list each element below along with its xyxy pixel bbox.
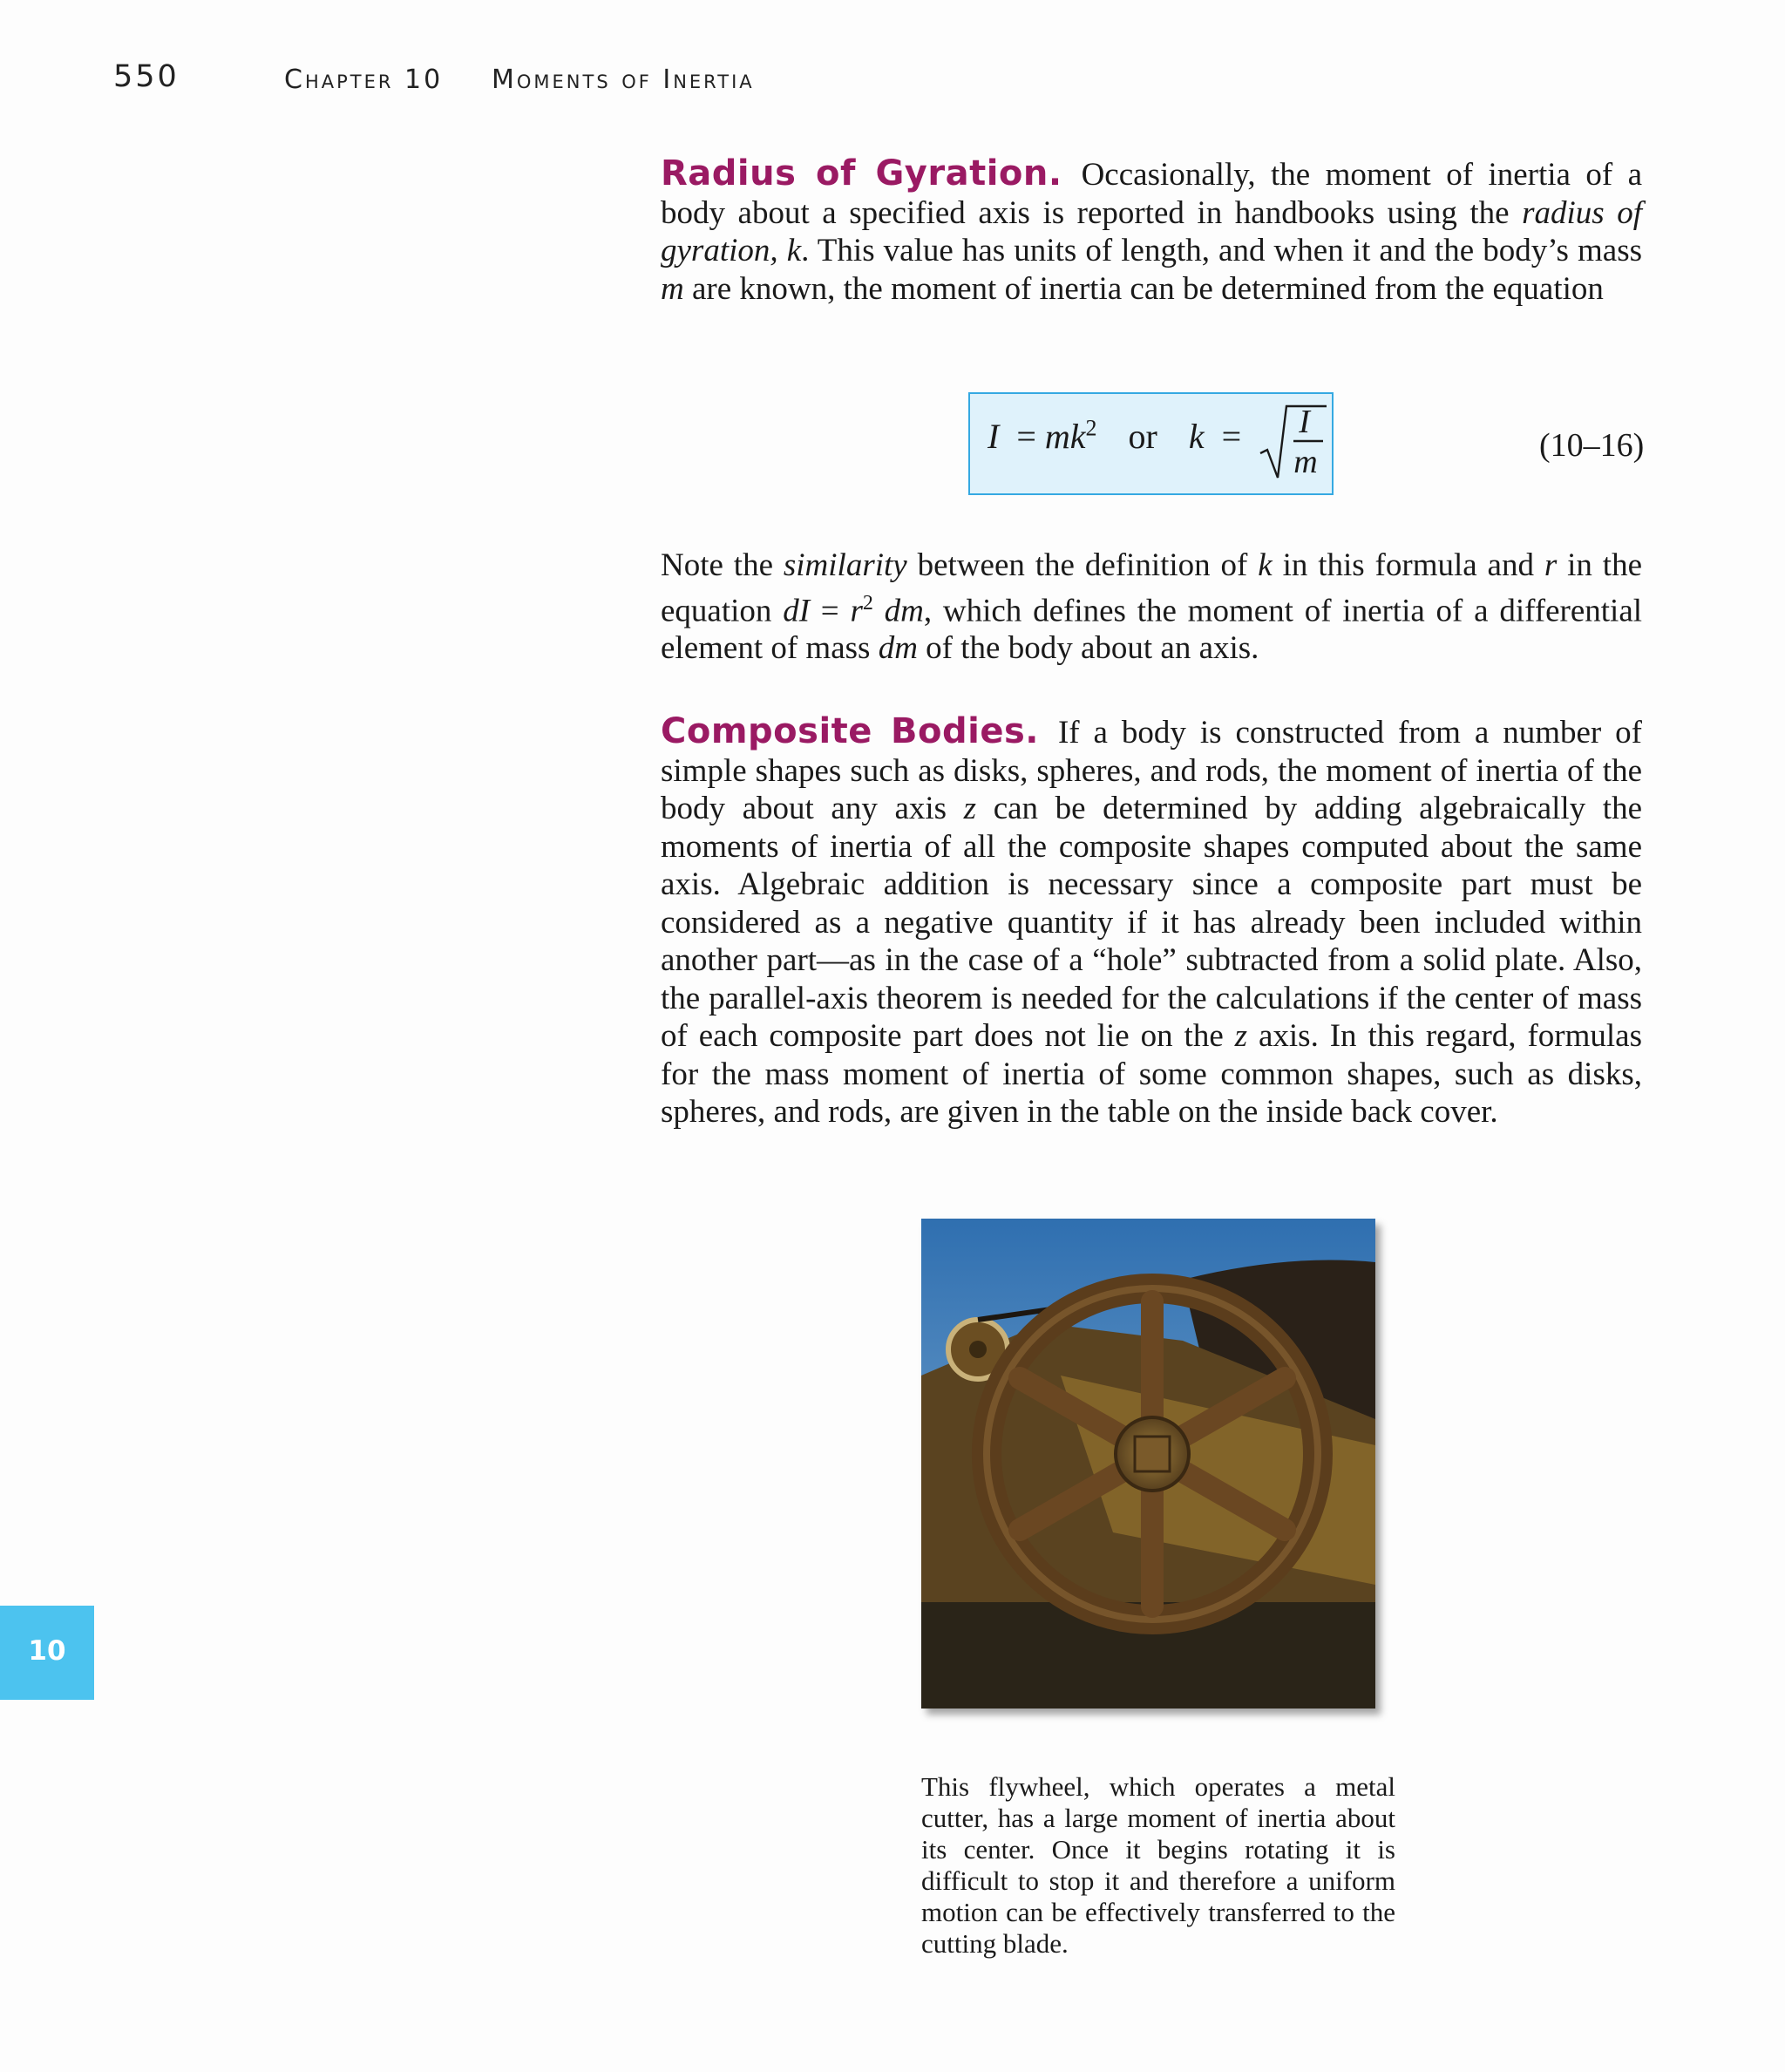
- chapter-title: Moments of Inertia: [492, 65, 755, 95]
- section-heading-composite: Composite Bodies.: [661, 711, 1039, 751]
- running-head: [113, 59, 755, 95]
- note-section: [661, 547, 1642, 668]
- equation-number: (10–16): [1539, 427, 1645, 464]
- composite-paragraph: Composite Bodies. If a body is constructed from a number of simple shapes such as disks, spheres, and rods, the moment of inertia of the body about any axis z can be determined by adding algebraically the moments of inertia of all the composite shapes computed about the same axis. Algebraic addition is necessary since a composite part must be considered as a negative quantity if it has already been included within another part—as in the case of a “hole” subtracted from a solid plate. Also, the parallel-axis theorem is needed for the calculations if the center of mass of each composite part does not lie on the z axis. In this regard, formulas for the mass moment of inertia of some common shapes, such as disks, spheres, and rods, are given in the table on the inside back cover.: [661, 711, 1642, 1130]
- chapter-label: Chapter 10: [284, 65, 444, 95]
- section-heading-radius: Radius of Gyration.: [661, 153, 1062, 194]
- radius-of-gyration-section: [661, 155, 1642, 308]
- flywheel-image: [921, 1219, 1375, 1709]
- note-paragraph: Note the similarity between the definition of k in this formula and r in the equation dI = $r^2$ dm, which defines the moment of inertia of a differential element of mass dm of the body about an axis.: [661, 547, 1643, 667]
- composite-bodies-section: [661, 713, 1642, 1131]
- figure-caption: This flywheel, which operates a metal cutter, has a large moment of inertia about its center. Once it begins rotating it is difficult to stop it and therefore a uniform motion can be effectively transferred to the cutting blade.: [921, 1771, 1395, 1959]
- sqrt-fraction: I m: [1259, 408, 1327, 481]
- equation-10-16: $I = mk^2$ or k = I m: [988, 408, 1327, 481]
- radius-paragraph: Radius of Gyration. Occasionally, the moment of inertia of a body about a specified axis is reported in handbooks using the radius of gyration, k. This value has units of length, and when it and the body’s mass m are known, the moment of inertia can be determined from the equation: [661, 153, 1643, 307]
- flywheel-photo: [921, 1219, 1375, 1709]
- chapter-tab-number: 10: [28, 1635, 66, 1667]
- chapter-thumb-tab: [0, 1606, 94, 1700]
- page-number: 550: [113, 59, 180, 94]
- equation-box: [968, 392, 1334, 495]
